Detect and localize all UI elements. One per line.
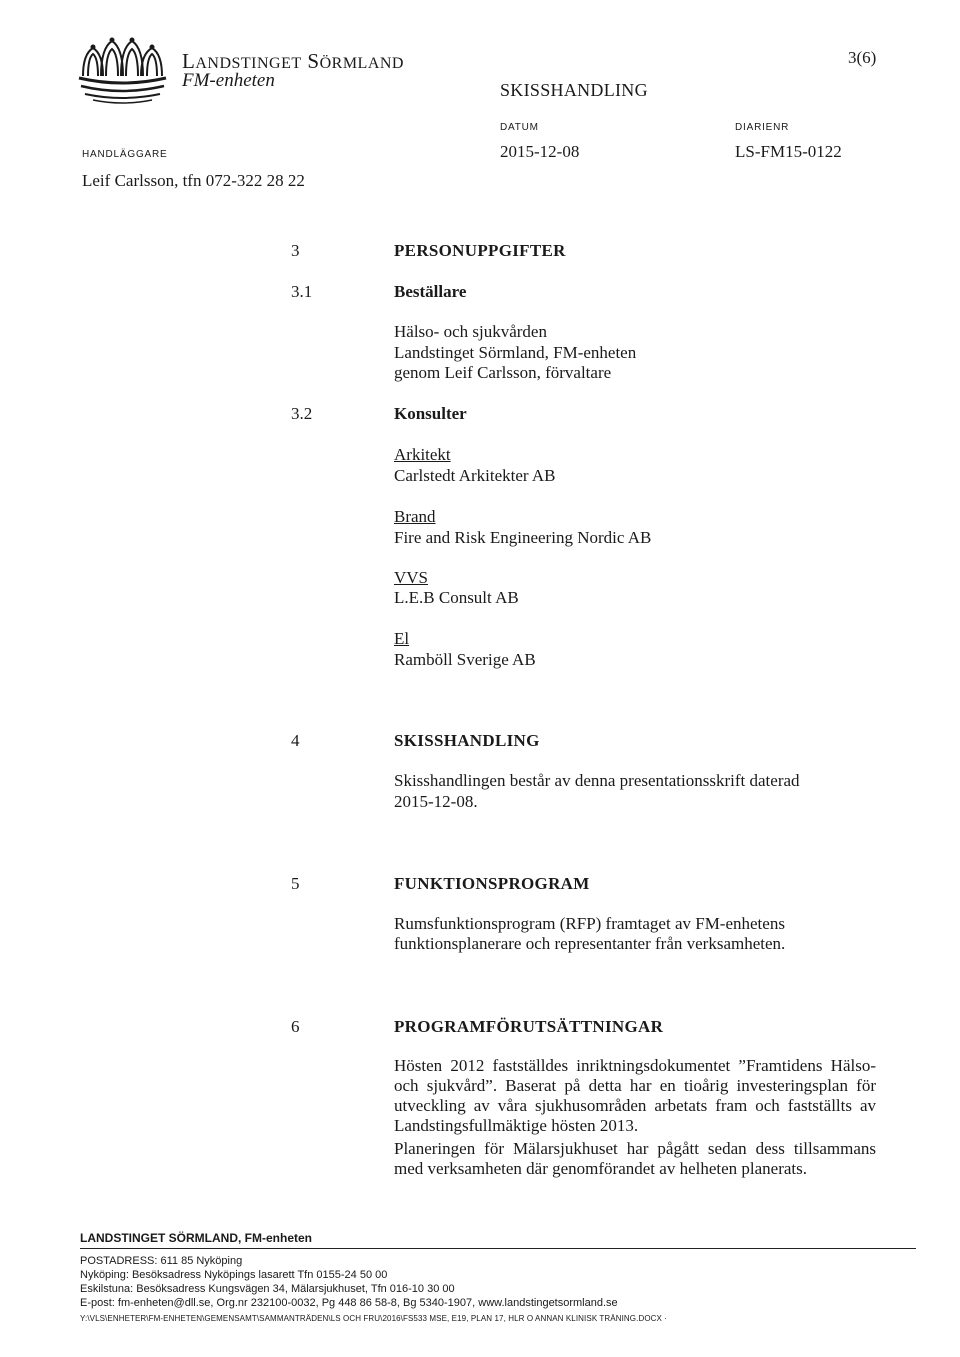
consultant-role-el: El [394,629,410,648]
footer-address-block [80,1254,916,1310]
bestallare-line-3: genom Leif Carlsson, förvaltare [394,363,612,382]
handlaggare-value: Leif Carlsson, tfn 072-322 28 22 [82,171,305,190]
section-number-3-1: 3.1 [291,282,313,301]
section-heading-skisshandling: SKISSHANDLING [394,731,540,750]
landstinget-logo [75,36,170,108]
handlaggare-label: HANDLÄGGARE [82,149,168,160]
funktionsprogram-line-1: Rumsfunktionsprogram (RFP) framtaget av FM-enhetens [394,914,785,933]
organization-unit: FM-enheten [182,70,275,91]
footer-line-nykoping: Nyköping: Besöksadress Nyköpings lasarett Tfn 0155-24 50 00 [80,1269,388,1281]
org-word-2: ÖRMLAND [319,55,404,72]
org-initial-1: L [182,49,196,73]
diarienr-label: DIARIENR [735,122,790,133]
datum-value: 2015-12-08 [500,142,580,161]
footer-file-path: Y:\VLS\ENHETER\FM-ENHETEN\GEMENSAMT\SAMMANTRÄDEN\LS OCH FRU\2016\FS533 MSE, E19, PLAN 17, HLR O ANNAN KLINISK TRÄNING.DOCX · [80,1314,668,1323]
footer-line-contact: E-post: fm-enheten@dll.se, Org.nr 232100-0032, Pg 448 86 58-8, Bg 5340-1907, www.landstingetsormland.se [80,1297,618,1309]
section-number-6: 6 [291,1017,300,1036]
datum-label: DATUM [500,122,539,133]
section-heading-programforutsattningar: PROGRAMFÖRUTSÄTTNINGAR [394,1017,664,1036]
consultant-role-arkitekt: Arkitekt [394,445,451,464]
footer-divider [80,1248,916,1249]
programforutsattningar-paragraph-2: Planeringen för Mälarsjukhuset har pågått sedan dess tillsammans med verksamheten där genomförandet av helheten planerats. [394,1139,876,1178]
bestallare-line-2: Landstinget Sörmland, FM-enheten [394,343,637,362]
org-initial-2: S [307,49,320,73]
skisshandling-line-1: Skisshandlingen består av denna presentationsskrift daterad [394,771,800,790]
footer-title: LANDSTINGET SÖRMLAND, FM-enheten [80,1231,312,1245]
funktionsprogram-line-2: funktionsplanerare och representanter från verksamheten. [394,934,786,953]
consultant-role-vvs: VVS [394,568,429,587]
bestallare-line-1: Hälso- och sjukvården [394,322,547,341]
skisshandling-line-2: 2015-12-08. [394,792,478,811]
footer-line-postadress: POSTADRESS: 611 85 Nyköping [80,1255,243,1267]
section-heading-funktionsprogram: FUNKTIONSPROGRAM [394,874,590,893]
section-heading-konsulter: Konsulter [394,404,467,423]
page-number: 3(6) [848,48,877,67]
consultant-company-el: Ramböll Sverige AB [394,650,536,669]
footer-line-eskilstuna: Eskilstuna: Besöksadress Kungsvägen 34, Mälarsjukhuset, Tfn 016-10 30 00 [80,1283,455,1295]
org-word-1: ANDSTINGET [195,55,302,72]
diarienr-value: LS-FM15-0122 [735,142,842,161]
section-number-5: 5 [291,874,300,893]
section-heading-bestallare: Beställare [394,282,467,301]
section-heading-personuppgifter: PERSONUPPGIFTER [394,241,566,260]
section-number-4: 4 [291,731,300,750]
section-number-3: 3 [291,241,300,260]
section-number-3-2: 3.2 [291,404,313,423]
document-title: SKISSHANDLING [500,80,648,100]
consultant-role-brand: Brand [394,507,436,526]
consultant-company-brand: Fire and Risk Engineering Nordic AB [394,528,652,547]
consultant-company-vvs: L.E.B Consult AB [394,588,519,607]
programforutsattningar-paragraph-1: Hösten 2012 fastställdes inriktningsdokumentet ”Framtidens Hälso- och sjukvård”. Baserat på detta har en tioårig investeringsplan för utveckling av våra sjukhusområden arbetats fram och fastställts av Landstingsfullmäktige hösten 2013. [394,1056,876,1135]
consultant-company-arkitekt: Carlstedt Arkitekter AB [394,466,556,485]
